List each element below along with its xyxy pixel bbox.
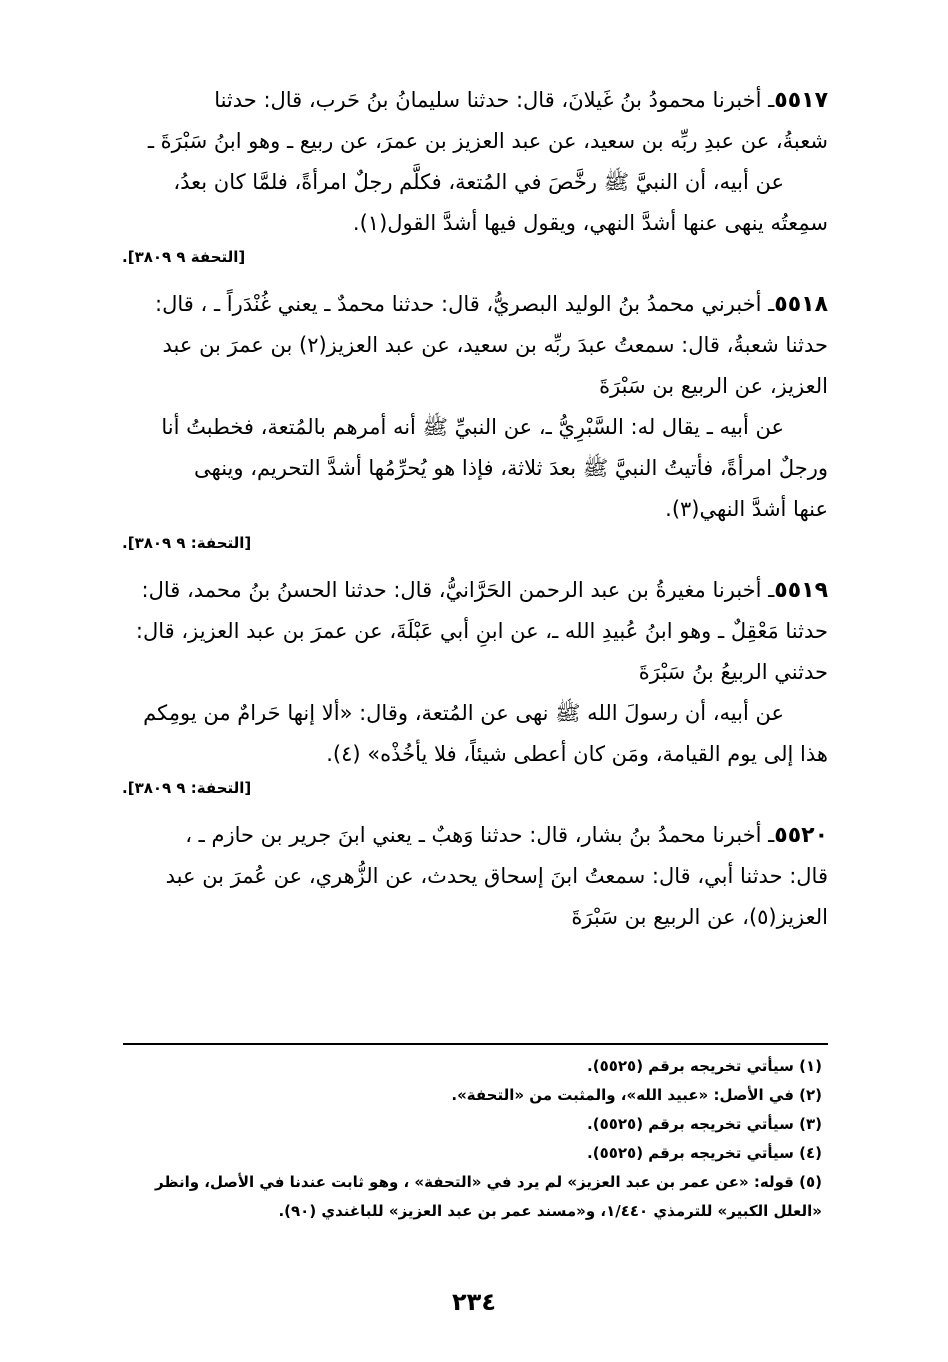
isnad-line — [122, 80, 828, 121]
footnote-continuation: «العلل الكبير» للترمذي ١/٤٤٠، و«مسند عمر بن عبد العزيز» للباغندي (٩٠). — [278, 1202, 822, 1220]
footnote-divider — [123, 1043, 828, 1045]
footnote — [122, 1110, 828, 1139]
page-number: ٢٣٤ — [452, 1288, 496, 1316]
footnote-text: قوله: «عن عمر بن عبد العزيز» لم يرد في «التحفة» ، وهو ثابت عندنا في الأصل، وانظر — [155, 1173, 794, 1191]
tuhfa-reference: [التحفة ٩ ٣٨٠٩]. — [122, 248, 246, 266]
footnote — [122, 1168, 828, 1197]
isnad-line — [122, 570, 828, 611]
footnote-text: سيأتي تخريجه برقم (٥٥٢٥). — [587, 1057, 794, 1075]
isnad-line: حدثني الربيعُ بنُ سَبْرَةَ — [638, 660, 828, 684]
hadith-number: ٥٥١٩ — [774, 578, 828, 603]
isnad-line — [122, 815, 828, 856]
footnote-marker: (٥) — [799, 1173, 822, 1191]
matn-line: عن أبيه، أن النبيَّ ﷺ رخَّصَ في المُتعة، فكلَّم رجلٌ امرأةً، فلمَّا كان بعدُ، — [173, 170, 784, 194]
isnad-line — [122, 284, 828, 325]
footnote-text: سيأتي تخريجه برقم (٥٥٢٥). — [587, 1144, 794, 1162]
footnotes — [122, 1052, 828, 1226]
matn-line: ورجلٌ امرأةً، فأتيتُ النبيَّ ﷺ بعدَ ثلاثة، فإذا هو يُحرِّمُها أشدَّ التحريم، وينهى — [194, 456, 828, 480]
hadith-entry — [122, 815, 828, 938]
footnote-marker: (١) — [799, 1057, 822, 1075]
footnote-marker: (٢) — [799, 1086, 822, 1104]
footnote-marker: (٣) — [799, 1115, 822, 1133]
matn-line: عنها أشدَّ النهي(٣). — [665, 497, 828, 521]
isnad-text: ـ أخبرني محمدُ بنُ الوليد البصريُّ، قال: حدثنا محمدٌ ـ يعني غُنْدَراً ـ ، قال: — [155, 292, 775, 316]
isnad-line: العزيز(٥)، عن الربيع بن سَبْرَةَ — [571, 905, 828, 929]
matn-line: عن أبيه، أن رسولَ الله ﷺ نهى عن المُتعة، وقال: «ألا إنها حَرامٌ من يومِكم — [143, 701, 784, 725]
footnote-text: سيأتي تخريجه برقم (٥٥٢٥). — [587, 1115, 794, 1133]
isnad-text: ـ أخبرنا محمودُ بنُ غَيلانَ، قال: حدثنا سليمانُ بنُ حَرب، قال: حدثنا — [214, 88, 775, 112]
footnote-text: في الأصل: «عبيد الله»، والمثبت من «التحفة». — [451, 1086, 794, 1104]
isnad-text: ـ أخبرنا محمدُ بنُ بشار، قال: حدثنا وَهبٌ ـ يعني ابنَ جرير بن حازم ـ ، — [185, 823, 775, 847]
footnote-marker: (٤) — [799, 1144, 822, 1162]
hadith-number: ٥٥٢٠ — [774, 823, 828, 848]
footnote — [122, 1052, 828, 1081]
footnote — [122, 1139, 828, 1168]
isnad-line: قال: حدثنا أبي، قال: سمعتُ ابنَ إسحاق يحدث، عن الزُّهري، عن عُمرَ بن عبد — [165, 864, 828, 888]
matn-line: هذا إلى يوم القيامة، ومَن كان أعطى شيئاً، فلا يأخُذْه» (٤). — [326, 742, 828, 766]
tuhfa-reference: [التحفة: ٩ ٣٨٠٩]. — [122, 779, 252, 797]
hadith-number: ٥٥١٨ — [774, 292, 828, 317]
isnad-text: ـ أخبرنا مغيرةُ بن عبد الرحمن الحَرَّانيُّ، قال: حدثنا الحسنُ بنُ محمد، قال: — [141, 578, 775, 602]
tuhfa-reference: [التحفة: ٩ ٣٨٠٩]. — [122, 534, 252, 552]
footnote — [122, 1081, 828, 1110]
matn-line: عن أبيه ـ يقال له: السَّبْرِيُّ ـ، عن النبيِّ ﷺ أنه أمرهم بالمُتعة، فخطبتُ أنا — [161, 415, 784, 439]
hadith-entry — [122, 284, 828, 564]
isnad-line: شعبةُ، عن عبدِ ربِّه بن سعيد، عن عبد العزيز بن عمرَ، عن ربيع ـ وهو ابنُ سَبْرَةَ ـ — [147, 129, 828, 153]
isnad-line: العزيز، عن الربيع بن سَبْرَةَ — [599, 374, 828, 398]
hadith-entry — [122, 80, 828, 278]
isnad-line: حدثنا مَعْقِلٌ ـ وهو ابنُ عُبيدِ الله ـ، عن ابنِ أبي عَبْلَةَ، عن عمرَ بن عبد العزيز، قال: — [135, 619, 828, 643]
hadith-number: ٥٥١٧ — [774, 88, 828, 113]
matn-line: سمِعتُه ينهى عنها أشدَّ النهي، ويقول فيها أشدَّ القول(١). — [352, 211, 828, 235]
isnad-line: حدثنا شعبةُ، قال: سمعتُ عبدَ ربِّه بن سعيد، عن عبد العزيز(٢) بن عمرَ بن عبد — [162, 333, 828, 357]
hadith-entry — [122, 570, 828, 809]
